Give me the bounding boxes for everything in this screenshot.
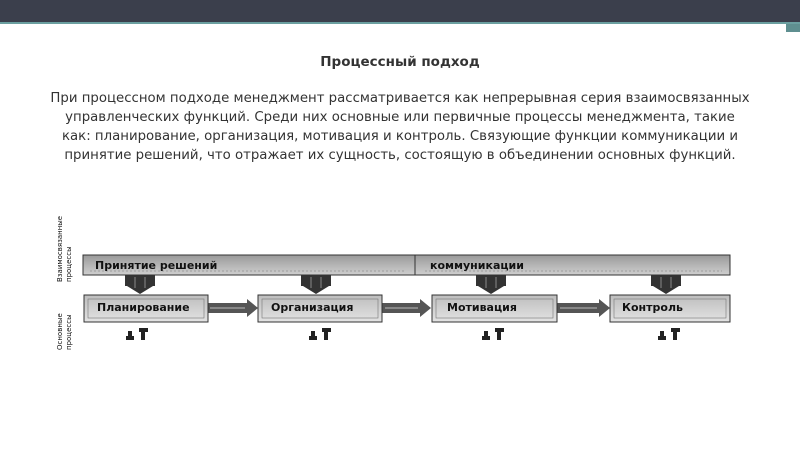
bottom-mark-3 bbox=[482, 328, 504, 340]
down-arrow-2 bbox=[301, 275, 331, 294]
connecting-function-decisions: Принятие решений bbox=[95, 259, 218, 272]
right-arrow-3 bbox=[557, 299, 610, 317]
main-function-control: Контроль bbox=[622, 301, 683, 314]
down-arrow-1 bbox=[125, 275, 155, 294]
right-arrow-2 bbox=[382, 299, 431, 317]
bottom-mark-2 bbox=[309, 328, 331, 340]
side-label-connecting-line2: процессы bbox=[65, 246, 73, 282]
side-label-connecting-line1: Взаимосвязанные bbox=[56, 215, 64, 282]
right-arrow-1 bbox=[207, 299, 258, 317]
bottom-mark-4 bbox=[658, 328, 680, 340]
main-function-motivation: Мотивация bbox=[447, 301, 517, 314]
connecting-function-communications: коммуникации bbox=[430, 259, 524, 272]
down-arrow-4 bbox=[651, 275, 681, 294]
down-arrow-3 bbox=[476, 275, 506, 294]
main-function-box-control bbox=[610, 295, 730, 322]
bottom-mark-1 bbox=[126, 328, 148, 340]
main-function-box-motivation bbox=[432, 295, 557, 322]
main-function-box-planning bbox=[84, 295, 208, 322]
main-function-box-organization bbox=[258, 295, 382, 322]
side-label-main-line1: Основные bbox=[56, 313, 64, 350]
side-label-main-line2: процессы bbox=[65, 314, 73, 350]
main-function-planning: Планирование bbox=[97, 301, 190, 314]
side-label-main bbox=[56, 313, 73, 350]
main-function-organization: Организация bbox=[271, 301, 354, 314]
slide-title: Процессный подход bbox=[320, 54, 480, 70]
side-label-connecting bbox=[56, 216, 73, 282]
slide-body-text: При процессном подходе менеджмент рассматривается как непрерывная серия взаимосвязанных управленческих функций. Среди них основные или первичные процессы менеджмента, такие как: планирование, организация, мотивация и контроль. Связующие функции коммуникации и принятие решений, что отражает их сущность, состоящую в объединении основных функций. bbox=[50, 91, 750, 163]
